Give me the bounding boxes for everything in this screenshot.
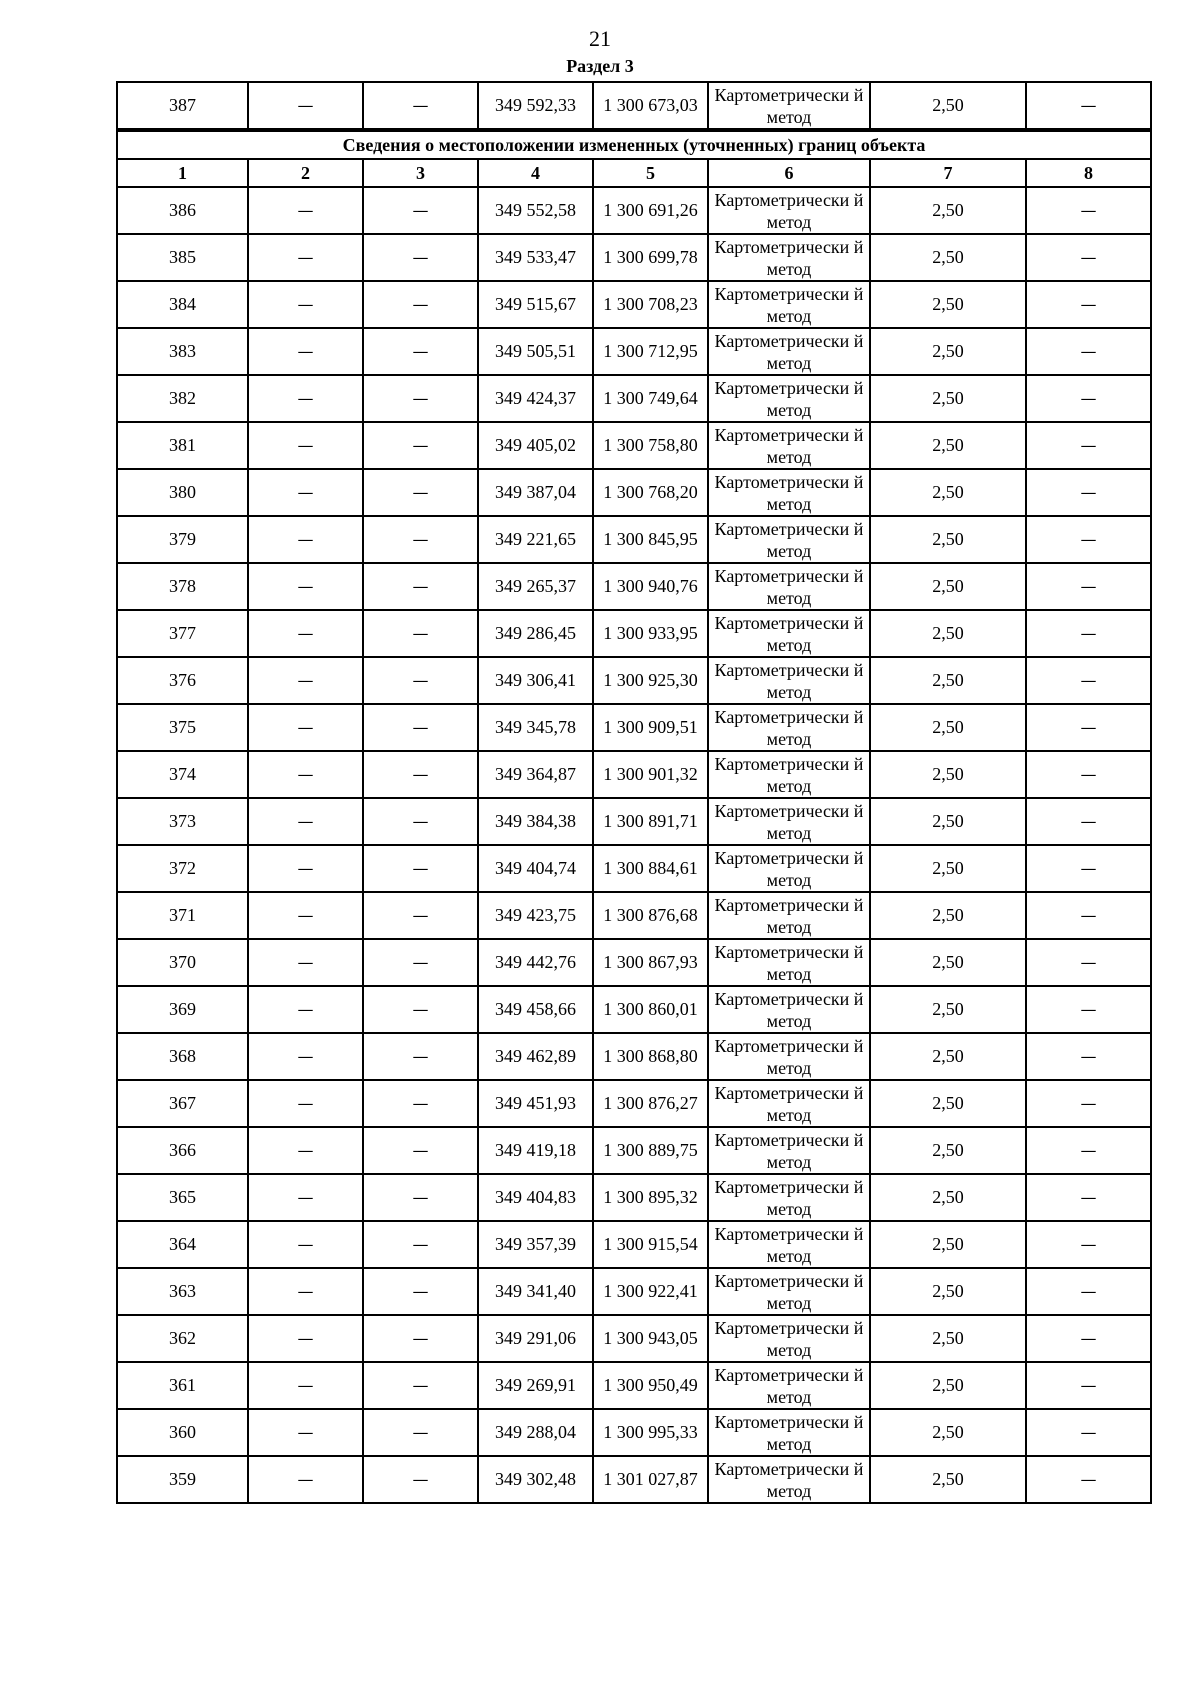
method: Картометрически й метод [708, 187, 870, 234]
table-row [117, 82, 1151, 130]
accuracy: 2,50 [870, 563, 1026, 610]
cell-col8: — [1026, 516, 1151, 563]
cell-col2: — [248, 1362, 363, 1409]
cell-col3: — [363, 798, 478, 845]
method: Картометрически й метод [708, 469, 870, 516]
method: Картометрически й метод [708, 751, 870, 798]
point-number: 365 [117, 1174, 248, 1221]
cell-col3: — [363, 516, 478, 563]
accuracy: 2,50 [870, 281, 1026, 328]
method: Картометрически й метод [708, 1362, 870, 1409]
cell-col2: — [248, 281, 363, 328]
point-number: 368 [117, 1033, 248, 1080]
cell-col3: — [363, 469, 478, 516]
method: Картометрически й метод [708, 939, 870, 986]
cell-col3: — [363, 1268, 478, 1315]
coord-y: 1 300 876,68 [593, 892, 708, 939]
point-number: 379 [117, 516, 248, 563]
cell-col3: — [363, 1033, 478, 1080]
coord-y: 1 300 758,80 [593, 422, 708, 469]
coord-y: 1 300 708,23 [593, 281, 708, 328]
cell-col8: — [1026, 1033, 1151, 1080]
coord-x: 349 505,51 [478, 328, 593, 375]
cell-col2: — [248, 1080, 363, 1127]
table-header-row [117, 159, 1151, 187]
coord-x: 349 462,89 [478, 1033, 593, 1080]
point-number: 360 [117, 1409, 248, 1456]
point-number: 382 [117, 375, 248, 422]
cell-col2: — [248, 187, 363, 234]
coord-x: 349 404,74 [478, 845, 593, 892]
accuracy: 2,50 [870, 845, 1026, 892]
cell-col8: — [1026, 563, 1151, 610]
accuracy: 2,50 [870, 1268, 1026, 1315]
cell-col8: — [1026, 234, 1151, 281]
point-number: 363 [117, 1268, 248, 1315]
coord-y: 1 300 995,33 [593, 1409, 708, 1456]
point-number: 373 [117, 798, 248, 845]
coord-y: 1 301 027,87 [593, 1456, 708, 1503]
table-row [117, 234, 1151, 281]
table-row [117, 328, 1151, 375]
cell-col2: — [248, 375, 363, 422]
method: Картометрически й метод [708, 516, 870, 563]
table-row [117, 610, 1151, 657]
cell-col2: — [248, 516, 363, 563]
coord-y: 1 300 891,71 [593, 798, 708, 845]
cell-col3: — [363, 234, 478, 281]
cell-col2: — [248, 1268, 363, 1315]
method: Картометрически й метод [708, 657, 870, 704]
accuracy: 2,50 [870, 422, 1026, 469]
cell-col3: — [363, 610, 478, 657]
cell-col3: — [363, 892, 478, 939]
point-number: 378 [117, 563, 248, 610]
coord-y: 1 300 925,30 [593, 657, 708, 704]
column-header: 1 [117, 159, 248, 187]
method: Картометрически й метод [708, 1456, 870, 1503]
table-row [117, 751, 1151, 798]
coord-y: 1 300 749,64 [593, 375, 708, 422]
coord-x: 349 458,66 [478, 986, 593, 1033]
method: Картометрически й метод [708, 798, 870, 845]
coord-x: 349 341,40 [478, 1268, 593, 1315]
point-number: 359 [117, 1456, 248, 1503]
table-row [117, 422, 1151, 469]
cell-col2: — [248, 1174, 363, 1221]
coord-x: 349 552,58 [478, 187, 593, 234]
method: Картометрически й метод [708, 892, 870, 939]
table-row [117, 1315, 1151, 1362]
cell-col2: — [248, 422, 363, 469]
method: Картометрически й метод [708, 986, 870, 1033]
table-row [117, 375, 1151, 422]
method: Картометрически й метод [708, 1033, 870, 1080]
coord-x: 349 592,33 [478, 82, 593, 130]
cell-col3: — [363, 751, 478, 798]
coord-x: 349 291,06 [478, 1315, 593, 1362]
cell-col2: — [248, 563, 363, 610]
coord-y: 1 300 673,03 [593, 82, 708, 130]
coord-y: 1 300 699,78 [593, 234, 708, 281]
cell-col3: — [363, 1127, 478, 1174]
cell-col3: — [363, 986, 478, 1033]
cell-col2: — [248, 798, 363, 845]
coord-y: 1 300 860,01 [593, 986, 708, 1033]
cell-col3: — [363, 704, 478, 751]
column-header: 8 [1026, 159, 1151, 187]
accuracy: 2,50 [870, 1362, 1026, 1409]
point-number: 380 [117, 469, 248, 516]
table-row [117, 1268, 1151, 1315]
table-row [117, 704, 1151, 751]
point-number: 383 [117, 328, 248, 375]
method: Картометрически й метод [708, 1127, 870, 1174]
coord-x: 349 269,91 [478, 1362, 593, 1409]
cell-col8: — [1026, 751, 1151, 798]
accuracy: 2,50 [870, 1221, 1026, 1268]
page-number: 21 [589, 26, 611, 51]
point-number: 371 [117, 892, 248, 939]
cell-col8: — [1026, 375, 1151, 422]
point-number: 367 [117, 1080, 248, 1127]
cell-col8: — [1026, 422, 1151, 469]
method: Картометрически й метод [708, 234, 870, 281]
column-header: 4 [478, 159, 593, 187]
cell-col2: — [248, 657, 363, 704]
cell-col8: — [1026, 1221, 1151, 1268]
table-caption-row [117, 130, 1151, 159]
coord-x: 349 442,76 [478, 939, 593, 986]
cell-col8: — [1026, 939, 1151, 986]
method: Картометрически й метод [708, 281, 870, 328]
cell-col2: — [248, 328, 363, 375]
table-row [117, 1362, 1151, 1409]
cell-col8: — [1026, 1080, 1151, 1127]
method: Картометрически й метод [708, 1221, 870, 1268]
cell-col2: — [248, 939, 363, 986]
method: Картометрически й метод [708, 1080, 870, 1127]
coord-y: 1 300 922,41 [593, 1268, 708, 1315]
table-row [117, 187, 1151, 234]
cell-col8: — [1026, 82, 1151, 130]
coord-y: 1 300 915,54 [593, 1221, 708, 1268]
coordinates-table [116, 81, 1152, 1504]
cell-col8: — [1026, 986, 1151, 1033]
point-number: 381 [117, 422, 248, 469]
accuracy: 2,50 [870, 657, 1026, 704]
point-number: 376 [117, 657, 248, 704]
cell-col2: — [248, 751, 363, 798]
coord-x: 349 265,37 [478, 563, 593, 610]
method: Картометрически й метод [708, 1409, 870, 1456]
point-number: 386 [117, 187, 248, 234]
point-number: 364 [117, 1221, 248, 1268]
point-number: 374 [117, 751, 248, 798]
table-row [117, 845, 1151, 892]
cell-col2: — [248, 1409, 363, 1456]
cell-col3: — [363, 328, 478, 375]
cell-col3: — [363, 1080, 478, 1127]
column-header: 7 [870, 159, 1026, 187]
column-header: 6 [708, 159, 870, 187]
point-number: 370 [117, 939, 248, 986]
coord-x: 349 384,38 [478, 798, 593, 845]
coord-x: 349 286,45 [478, 610, 593, 657]
cell-col3: — [363, 82, 478, 130]
coord-y: 1 300 884,61 [593, 845, 708, 892]
accuracy: 2,50 [870, 751, 1026, 798]
cell-col8: — [1026, 845, 1151, 892]
coord-y: 1 300 867,93 [593, 939, 708, 986]
table-row [117, 281, 1151, 328]
point-number: 366 [117, 1127, 248, 1174]
table-row [117, 986, 1151, 1033]
table-row [117, 1409, 1151, 1456]
section-title: Раздел 3 [566, 56, 634, 76]
coord-y: 1 300 895,32 [593, 1174, 708, 1221]
table-row [117, 1033, 1151, 1080]
cell-col8: — [1026, 704, 1151, 751]
cell-col8: — [1026, 1456, 1151, 1503]
accuracy: 2,50 [870, 892, 1026, 939]
cell-col8: — [1026, 281, 1151, 328]
coord-x: 349 423,75 [478, 892, 593, 939]
cell-col2: — [248, 892, 363, 939]
coord-y: 1 300 950,49 [593, 1362, 708, 1409]
cell-col8: — [1026, 1127, 1151, 1174]
point-number: 361 [117, 1362, 248, 1409]
cell-col3: — [363, 422, 478, 469]
coord-x: 349 451,93 [478, 1080, 593, 1127]
point-number: 385 [117, 234, 248, 281]
cell-col2: — [248, 1033, 363, 1080]
table-row [117, 516, 1151, 563]
accuracy: 2,50 [870, 1456, 1026, 1503]
cell-col2: — [248, 469, 363, 516]
accuracy: 2,50 [870, 375, 1026, 422]
accuracy: 2,50 [870, 1033, 1026, 1080]
cell-col2: — [248, 704, 363, 751]
coord-x: 349 404,83 [478, 1174, 593, 1221]
coord-y: 1 300 845,95 [593, 516, 708, 563]
accuracy: 2,50 [870, 187, 1026, 234]
coord-y: 1 300 901,32 [593, 751, 708, 798]
point-number: 372 [117, 845, 248, 892]
coord-y: 1 300 712,95 [593, 328, 708, 375]
table-row [117, 892, 1151, 939]
accuracy: 2,50 [870, 1409, 1026, 1456]
coord-y: 1 300 876,27 [593, 1080, 708, 1127]
accuracy: 2,50 [870, 82, 1026, 130]
coord-y: 1 300 933,95 [593, 610, 708, 657]
method: Картометрически й метод [708, 1315, 870, 1362]
point-number: 375 [117, 704, 248, 751]
cell-col2: — [248, 845, 363, 892]
point-number: 369 [117, 986, 248, 1033]
coord-x: 349 221,65 [478, 516, 593, 563]
cell-col8: — [1026, 1362, 1151, 1409]
accuracy: 2,50 [870, 1315, 1026, 1362]
table-row [117, 1080, 1151, 1127]
cell-col8: — [1026, 328, 1151, 375]
cell-col3: — [363, 563, 478, 610]
cell-col8: — [1026, 892, 1151, 939]
point-number: 384 [117, 281, 248, 328]
coord-x: 349 364,87 [478, 751, 593, 798]
coord-x: 349 345,78 [478, 704, 593, 751]
accuracy: 2,50 [870, 1080, 1026, 1127]
cell-col3: — [363, 1174, 478, 1221]
method: Картометрически й метод [708, 845, 870, 892]
method: Картометрически й метод [708, 1174, 870, 1221]
coord-y: 1 300 909,51 [593, 704, 708, 751]
coord-y: 1 300 691,26 [593, 187, 708, 234]
cell-col3: — [363, 845, 478, 892]
table-row [117, 563, 1151, 610]
accuracy: 2,50 [870, 798, 1026, 845]
cell-col2: — [248, 82, 363, 130]
cell-col3: — [363, 1221, 478, 1268]
cell-col2: — [248, 610, 363, 657]
method: Картометрически й метод [708, 328, 870, 375]
table-row [117, 1174, 1151, 1221]
table-row [117, 657, 1151, 704]
coord-x: 349 387,04 [478, 469, 593, 516]
coord-x: 349 306,41 [478, 657, 593, 704]
cell-col8: — [1026, 1315, 1151, 1362]
method: Картометрически й метод [708, 563, 870, 610]
cell-col8: — [1026, 1268, 1151, 1315]
table-row [117, 939, 1151, 986]
accuracy: 2,50 [870, 328, 1026, 375]
cell-col8: — [1026, 798, 1151, 845]
coord-y: 1 300 868,80 [593, 1033, 708, 1080]
cell-col3: — [363, 1315, 478, 1362]
coord-y: 1 300 943,05 [593, 1315, 708, 1362]
cell-col3: — [363, 1456, 478, 1503]
cell-col3: — [363, 187, 478, 234]
cell-col8: — [1026, 187, 1151, 234]
coord-y: 1 300 889,75 [593, 1127, 708, 1174]
table-row [117, 1456, 1151, 1503]
accuracy: 2,50 [870, 1127, 1026, 1174]
cell-col3: — [363, 1362, 478, 1409]
cell-col8: — [1026, 610, 1151, 657]
accuracy: 2,50 [870, 1174, 1026, 1221]
table-row [117, 1127, 1151, 1174]
column-header: 5 [593, 159, 708, 187]
cell-col3: — [363, 375, 478, 422]
cell-col8: — [1026, 1409, 1151, 1456]
coord-x: 349 515,67 [478, 281, 593, 328]
method: Картометрически й метод [708, 82, 870, 130]
coord-y: 1 300 768,20 [593, 469, 708, 516]
cell-col3: — [363, 281, 478, 328]
coord-x: 349 424,37 [478, 375, 593, 422]
cell-col2: — [248, 986, 363, 1033]
table-caption: Сведения о местоположении измененных (уточненных) границ объекта [117, 130, 1151, 159]
cell-col3: — [363, 657, 478, 704]
method: Картометрически й метод [708, 422, 870, 469]
accuracy: 2,50 [870, 986, 1026, 1033]
point-number: 362 [117, 1315, 248, 1362]
coord-x: 349 357,39 [478, 1221, 593, 1268]
accuracy: 2,50 [870, 939, 1026, 986]
cell-col2: — [248, 1456, 363, 1503]
cell-col2: — [248, 234, 363, 281]
method: Картометрически й метод [708, 375, 870, 422]
table-row [117, 1221, 1151, 1268]
coord-x: 349 533,47 [478, 234, 593, 281]
method: Картометрически й метод [708, 1268, 870, 1315]
accuracy: 2,50 [870, 610, 1026, 657]
method: Картометрически й метод [708, 610, 870, 657]
accuracy: 2,50 [870, 234, 1026, 281]
cell-col3: — [363, 939, 478, 986]
column-header: 3 [363, 159, 478, 187]
cell-col2: — [248, 1127, 363, 1174]
cell-col2: — [248, 1315, 363, 1362]
point-number: 377 [117, 610, 248, 657]
accuracy: 2,50 [870, 469, 1026, 516]
coord-y: 1 300 940,76 [593, 563, 708, 610]
cell-col2: — [248, 1221, 363, 1268]
cell-col8: — [1026, 1174, 1151, 1221]
cell-col8: — [1026, 657, 1151, 704]
cell-col3: — [363, 1409, 478, 1456]
point-number: 387 [117, 82, 248, 130]
method: Картометрически й метод [708, 704, 870, 751]
accuracy: 2,50 [870, 516, 1026, 563]
table-row [117, 469, 1151, 516]
column-header: 2 [248, 159, 363, 187]
coord-x: 349 288,04 [478, 1409, 593, 1456]
coord-x: 349 419,18 [478, 1127, 593, 1174]
cell-col8: — [1026, 469, 1151, 516]
coord-x: 349 405,02 [478, 422, 593, 469]
coord-x: 349 302,48 [478, 1456, 593, 1503]
table-row [117, 798, 1151, 845]
accuracy: 2,50 [870, 704, 1026, 751]
